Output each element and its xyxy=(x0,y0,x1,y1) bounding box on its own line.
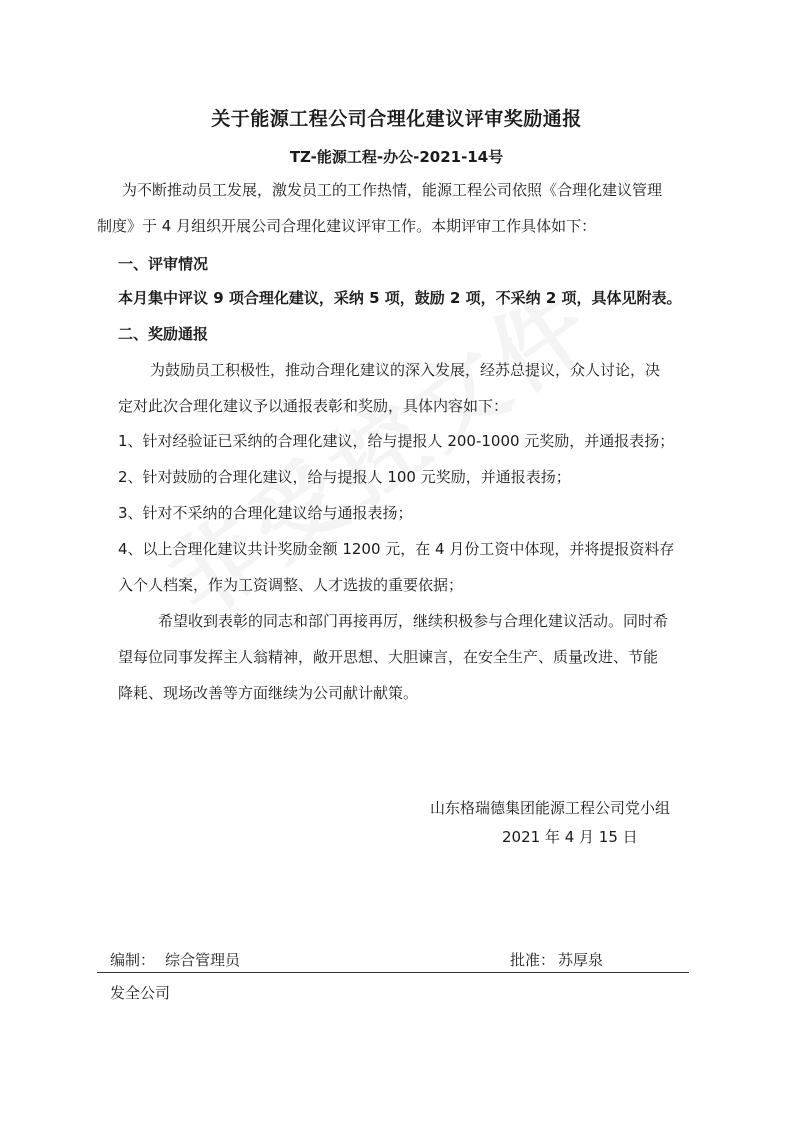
section2-line-1: 为鼓励员工积极性，推动合理化建议的深入发展，经苏总提议，众人讨论，决 xyxy=(150,361,661,379)
footer-divider xyxy=(97,972,689,973)
watermark xyxy=(139,281,671,779)
signature-date: 2021 年 4 月 15 日 xyxy=(502,828,638,846)
list-item-4-line-2: 入个人档案，作为工资调整、人才选拔的重要依据； xyxy=(118,576,464,594)
signature-organization: 山东格瑞德集团能源工程公司党小组 xyxy=(430,799,671,817)
section1-heading: 一、评审情况 xyxy=(118,255,209,273)
section2-line-2: 定对此次合理化建议予以通报表彰和奖励，具体内容如下： xyxy=(118,397,509,415)
approved-by-label: 批准： xyxy=(510,951,556,969)
section2-heading: 二、奖励通报 xyxy=(118,325,209,343)
intro-line-2: 制度》于 4 月组织开展公司合理化建议评审工作。本期评审工作具体如下： xyxy=(97,217,597,235)
list-item-4-line-1: 4、以上合理化建议共计奖励金额 1200 元，在 4 月份工资中体现，并将提报资料存 xyxy=(118,540,675,558)
compiled-by-label: 编制： xyxy=(110,951,156,969)
document-number: TZ-能源工程-办公-2021-14号 xyxy=(289,148,504,166)
closing-line-2: 望每位同事发挥主人翁精神，敞开思想、大胆谏言，在安全生产、质量改进、节能 xyxy=(118,648,659,666)
approved-by-value: 苏厚泉 xyxy=(558,951,604,969)
list-item-1: 1、针对经验证已采纳的合理化建议，给与提报人 200-1000 元奖励，并通报表扬； xyxy=(118,432,675,450)
compiled-by-value: 综合管理员 xyxy=(165,951,241,969)
list-item-3: 3、针对不采纳的合理化建议给与通报表扬； xyxy=(118,504,413,522)
closing-line-3: 降耗、现场改善等方面继续为公司献计献策。 xyxy=(118,684,419,702)
section1-body: 本月集中评议 9 项合理化建议，采纳 5 项，鼓励 2 项，不采纳 2 项，具体见附表。 xyxy=(118,289,682,307)
intro-line-1: 为不断推动员工发展，激发员工的工作热情，能源工程公司依照《合理化建议管理 xyxy=(122,181,663,199)
document-title: 关于能源工程公司合理化建议评审奖励通报 xyxy=(211,108,582,130)
distribution-note: 发全公司 xyxy=(110,984,171,1002)
closing-line-1: 希望收到表彰的同志和部门再接再厉，继续积极参与合理化建议活动。同时希 xyxy=(158,612,669,630)
list-item-2: 2、针对鼓励的合理化建议，给与提报人 100 元奖励，并通报表扬； xyxy=(118,468,571,486)
